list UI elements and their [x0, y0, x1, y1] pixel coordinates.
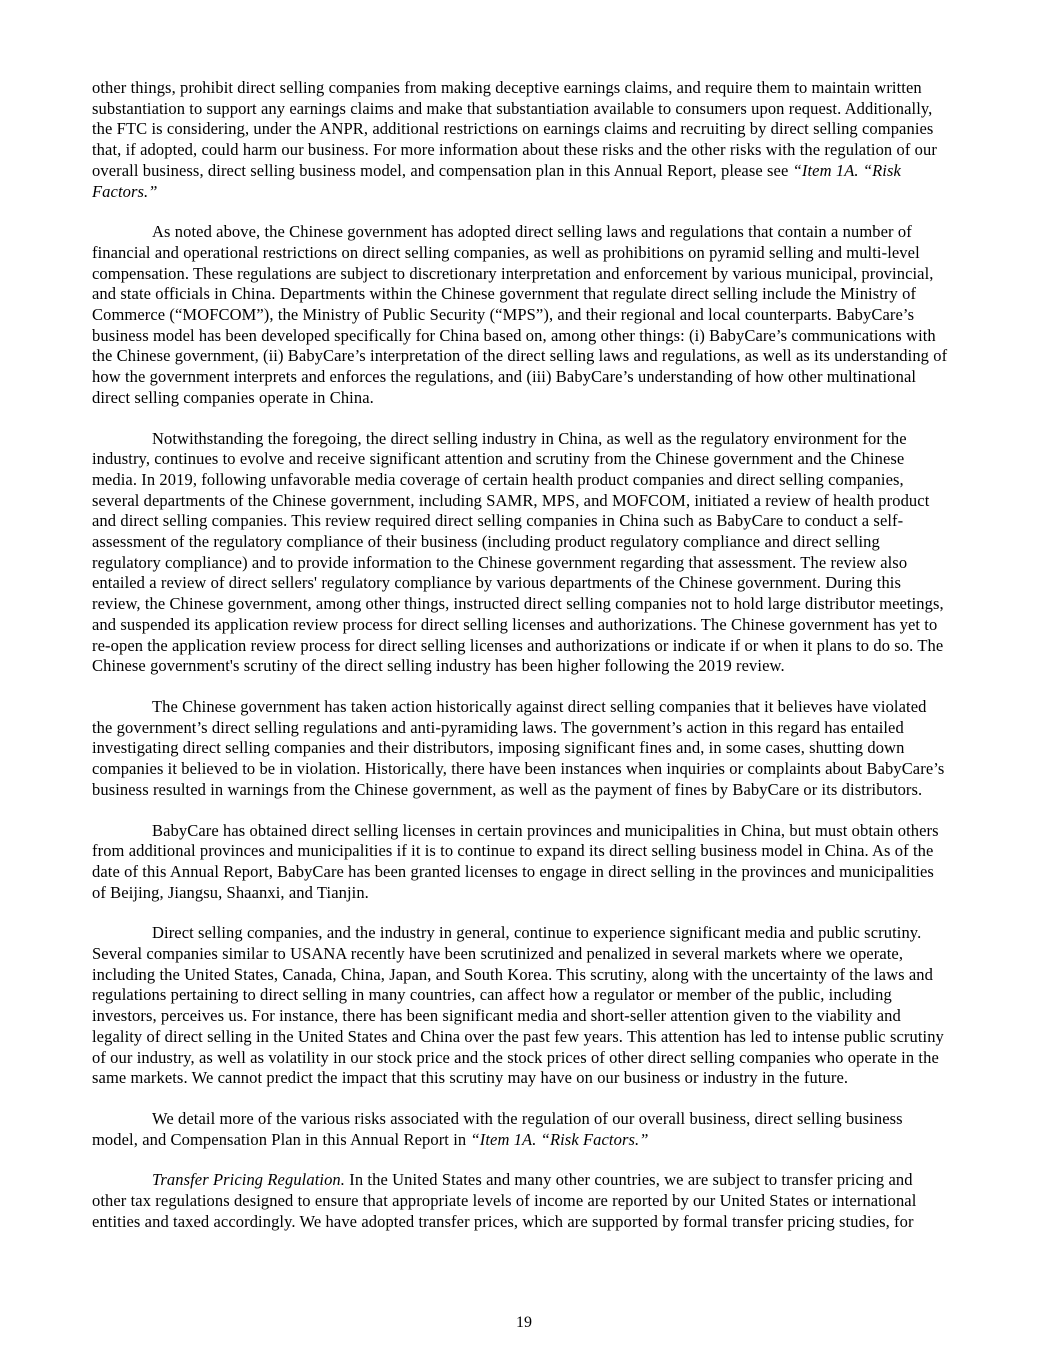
paragraph-2019-industry-review [92, 429, 950, 677]
paragraph-risk-factors-pointer [92, 1109, 950, 1150]
transfer-pricing-regulation-lead-in: Transfer Pricing Regulation. [152, 1170, 346, 1190]
paragraph-text: Notwithstanding the foregoing, the direct selling industry in China, as well as the regulatory environment for the industry, continues to evolve and receive significant attention and scrutiny from the Chinese government and the Chinese media. In 2019, following unfavorable media coverage of certain health product companies and direct selling companies, several departments of the Chinese government, including SAMR, MPS, and MOFCOM, initiated a review of health product and direct selling companies. This review required direct selling companies in China such as BabyCare to conduct a self-assessment of the regulatory compliance of their business (including product regulatory compliance and direct selling regulatory compliance) and to provide information to the Chinese government regarding that assessment. The review also entailed a review of direct sellers' regulatory compliance by various departments of the Chinese government. During this review, the Chinese government, among other things, instructed direct selling companies not to hold large distributor meetings, and suspended its application review process for direct selling licenses and authorizations. The Chinese government has yet to re-open the application review process for direct selling licenses and authorizations or indicate if or when it plans to do so. The Chinese government's scrutiny of the direct selling industry has been higher following the 2019 review. [92, 428, 944, 676]
item-1a-risk-factors-reference: “Item 1A. “Risk Factors.” [92, 160, 901, 201]
paragraph-text: BabyCare has obtained direct selling licenses in certain provinces and municipalities in China, but must obtain others from additional provinces and municipalities if it is to continue to expand its direct selling business model in China. As of the date of this Annual Report, BabyCare has been granted licenses to engage in direct selling in the provinces and municipalities of Beijing, Jiangsu, Shaanxi, and Tianjin. [92, 820, 939, 902]
paragraph-chinese-direct-selling-laws [92, 222, 950, 408]
paragraph-direct-selling-licenses [92, 821, 950, 904]
item-1a-risk-factors-reference: “Item 1A. “Risk Factors.” [470, 1129, 649, 1149]
paragraph-media-public-scrutiny [92, 923, 950, 1089]
paragraph-government-enforcement-actions [92, 697, 950, 801]
page-number: 19 [516, 1314, 532, 1331]
paragraph-earnings-claims-continuation [92, 78, 950, 202]
paragraph-text: Direct selling companies, and the industry in general, continue to experience significant media and public scrutiny. Several companies similar to USANA recently have been scrutinized and penalized in several markets where we operate, including the United States, Canada, China, Japan, and South Korea. This scrutiny, along with the uncertainty of the laws and regulations pertaining to direct selling in many countries, can affect how a regulator or member of the public, including investors, perceives us. For instance, there has been significant media and short-seller attention given to the viability and legality of direct selling in the United States and China over the past few years. This attention has led to intense public scrutiny of our industry, as well as volatility in our stock price and the stock prices of other direct selling companies who operate in the same markets. We cannot predict the impact that this scrutiny may have on our business or industry in the future. [92, 923, 944, 1088]
paragraph-text: other things, prohibit direct selling companies from making deceptive earnings claims, and require them to maintain written substantiation to support any earnings claims and make that substantiation available to consumers upon request. Additionally, the FTC is considering, under the ANPR, additional restrictions on earnings claims and recruiting by direct selling companies that, if adopted, could harm our business. For more information about these risks and the other risks with the regulation of our overall business, direct selling business model, and compensation plan in this Annual Report, please see [92, 78, 937, 180]
paragraph-transfer-pricing-regulation [92, 1170, 950, 1232]
paragraph-text: We detail more of the various risks associated with the regulation of our overall business, direct selling business model, and Compensation Plan in this Annual Report in [92, 1108, 903, 1149]
paragraph-text: The Chinese government has taken action historically against direct selling companies that it believes have violated the government’s direct selling regulations and anti-pyramiding laws. The government’s action in this regard has entailed investigating direct selling companies and their distributors, imposing significant fines and, in some cases, shutting down companies it believed to be in violation. Historically, there have been instances when inquiries or complaints about BabyCare’s business resulted in warnings from the Chinese government, as well as the payment of fines by BabyCare or its distributors. [92, 696, 945, 799]
page-body-text [92, 78, 950, 1232]
paragraph-text: As noted above, the Chinese government has adopted direct selling laws and regulations that contain a number of financial and operational restrictions on direct selling companies, as well as prohibitions on pyramid selling and multi-level compensation. These regulations are subject to discretionary interpretation and enforcement by various municipal, provincial, and state officials in China. Departments within the Chinese government that regulate direct selling include the Ministry of Commerce (“MOFCOM”), the Ministry of Public Security (“MPS”), and their regional and local counterparts. BabyCare’s business model has been developed specifically for China based on, among other things: (i) BabyCare’s communications with the Chinese government, (ii) BabyCare’s interpretation of the direct selling laws and regulations, as well as its understanding of how the government interprets and enforces the regulations, and (iii) BabyCare’s understanding of how other multinational direct selling companies operate in China. [92, 222, 948, 407]
paragraph-text: In the United States and many other countries, we are subject to transfer pricing and other tax regulations designed to ensure that appropriate levels of income are reported by our United States or international entities and taxed accordingly. We have adopted transfer prices, which are supported by formal transfer pricing studies, for [92, 1170, 917, 1231]
